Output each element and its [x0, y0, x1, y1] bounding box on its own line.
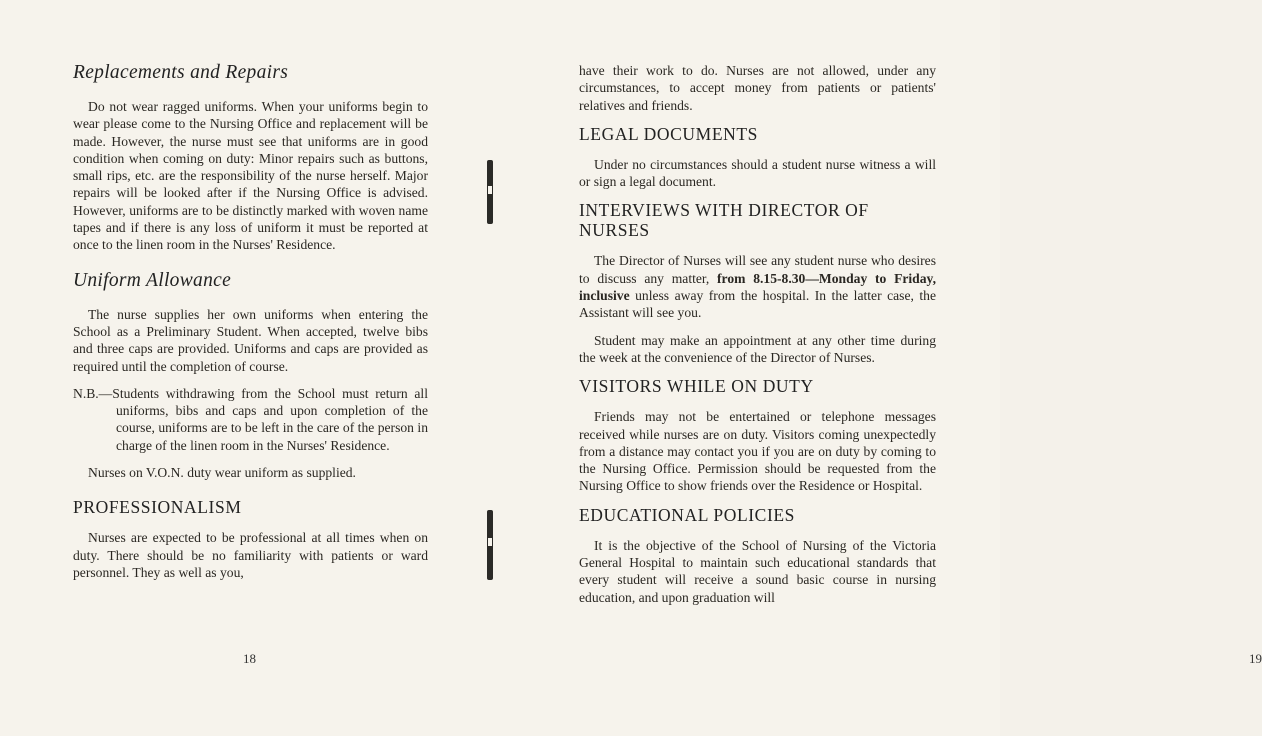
legal-documents-heading: LEGAL DOCUMENTS [579, 123, 758, 144]
educational-heading: EDUCATIONAL POLICIES [579, 504, 795, 525]
allowance-heading: Uniform Allowance [73, 269, 232, 291]
von-paragraph: Nurses on V.O.N. duty wear uniform as supplied. [88, 465, 356, 481]
interviews-hours: from 8.15-8.30—Monday to Friday, inclusive [579, 270, 936, 304]
appointment-paragraph: Student may make an appointment at any other time during the week at the convenience of the Director of Nurses. [579, 332, 936, 365]
legal-documents-paragraph: Under no circumstances should a student nurse witness a will or sign a legal document. [579, 156, 936, 190]
left-page [0, 0, 500, 736]
interviews-text-after: unless away from the hospital. In the latter case, the Assistant will see you. [579, 288, 936, 321]
page-number-left: 18 [243, 651, 256, 666]
continuation-paragraph: have their work to do. Nurses are not allowed, under any circumstances, to accept money from patients or patients' relatives and friends. [579, 63, 936, 113]
visitors-paragraph: Friends may not be entertained or telephone messages received while nurses are on duty. Visitors coming unexpectedly from a distance may contact you if you are on duty by coming to the Nursing Office. Permission should be requested from the Nursing Office to show friends over the Residence or Hospital. [579, 409, 936, 494]
replacements-heading: Replacements and Repairs [73, 62, 289, 83]
nb-paragraph: N.B.—Students withdrawing from the School must return all uniforms, bibs and caps and upon completion of the course, uniforms are to be left in the care of the person in charge of the linen room in the Nurses' Residence. [73, 385, 428, 453]
interviews-heading: INTERVIEWS WITH DIRECTOR OF NURSES [579, 200, 869, 241]
visitors-heading: VISITORS WHILE ON DUTY [579, 376, 814, 397]
professionalism-paragraph: Nurses are expected to be professional at all times when on duty. There should be no familiarity with patients or ward personnel. They as well as you, [73, 530, 428, 580]
interviews-paragraph [579, 252, 936, 321]
professionalism-heading: PROFESSIONALISM [73, 497, 242, 518]
page-number-right: 19 [1249, 651, 1262, 666]
right-page [500, 0, 1262, 736]
interviews-text-before: The Director of Nurses will see any student nurse who desires to discuss any matter, [579, 253, 936, 286]
replacements-paragraph: Do not wear ragged uniforms. When your uniforms begin to wear please come to the Nursing Office and replacement will be made. However, the nurse must see that uniforms are in good condition when coming on duty: Minor repairs such as buttons, small rips, etc. are the responsibility of the nurse herself. Major repairs will be looked after if the Nursing Office is advised. However, uniforms are to be distinctly marked with woven name tapes and if there is any loss of uniform it must be reported at once to the linen room in the Nurses' Residence. [73, 99, 428, 253]
educational-paragraph: It is the objective of the School of Nursing of the Victoria General Hospital to maintain such educational standards that every student will receive a sound basic course in nursing education, and upon graduation will [579, 537, 936, 605]
binding-staple-top [487, 160, 493, 224]
allowance-paragraph: The nurse supplies her own uniforms when entering the School as a Preliminary Student. When accepted, twelve bibs and three caps are provided. Uniforms and caps are provided as required until the completion of course. [73, 306, 428, 374]
binding-staple-bottom [487, 510, 493, 580]
